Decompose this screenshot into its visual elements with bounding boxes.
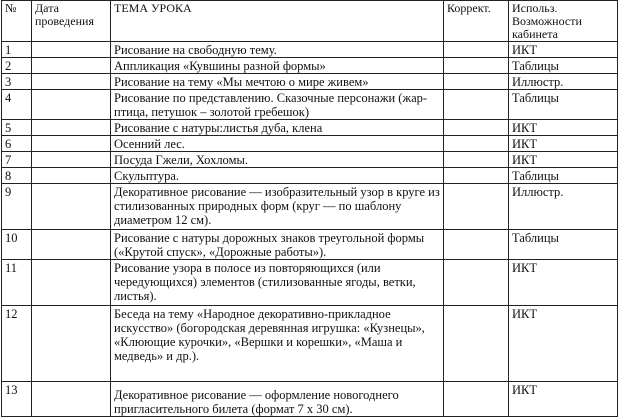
row-date bbox=[32, 90, 111, 120]
header-correction: Коррект. bbox=[444, 1, 509, 42]
row-topic: Беседа на тему «Народное декоративно-прикладное искусство» (богородская деревянная игрушка: «Кузнецы», «Клюющие курочки», «Вершки и корешки», «Маша и медведь» и др.). bbox=[111, 306, 444, 382]
table-row bbox=[2, 74, 618, 90]
row-date bbox=[32, 230, 111, 260]
row-correction bbox=[444, 306, 509, 382]
table-row bbox=[2, 58, 618, 74]
row-correction bbox=[444, 168, 509, 184]
row-topic: Рисование на тему «Мы мечтою о мире живем» bbox=[111, 74, 444, 90]
row-topic: Декоративное рисование — оформление новогоднего пригласительного билета (формат 7 х 30 см). bbox=[111, 382, 444, 417]
row-resource: Таблицы bbox=[509, 168, 618, 184]
row-correction bbox=[444, 382, 509, 417]
header-date: Дата проведения bbox=[32, 1, 111, 42]
row-date bbox=[32, 152, 111, 168]
row-correction bbox=[444, 120, 509, 136]
row-number: 13 bbox=[2, 382, 32, 417]
table-row bbox=[2, 260, 618, 306]
row-date bbox=[32, 306, 111, 382]
header-number: № bbox=[2, 1, 32, 42]
row-topic: Рисование с натуры дорожных знаков треугольной формы («Крутой спуск», «Дорожные работы»). bbox=[111, 230, 444, 260]
row-number: 3 bbox=[2, 74, 32, 90]
row-correction bbox=[444, 184, 509, 230]
row-number: 4 bbox=[2, 90, 32, 120]
row-date bbox=[32, 136, 111, 152]
row-resource: ИКТ bbox=[509, 136, 618, 152]
row-topic: Рисование узора в полосе из повторяющихся (или чередующихся) элементов (стилизованные ягоды, ветки, листья). bbox=[111, 260, 444, 306]
row-topic: Рисование по представлению. Сказочные персонажи (жар-птица, петушок – золотой гребешок) bbox=[111, 90, 444, 120]
row-topic: Скульптура. bbox=[111, 168, 444, 184]
row-resource: Таблицы bbox=[509, 230, 618, 260]
table-row bbox=[2, 168, 618, 184]
row-correction bbox=[444, 230, 509, 260]
row-correction bbox=[444, 58, 509, 74]
table-row bbox=[2, 382, 618, 417]
row-date bbox=[32, 42, 111, 58]
row-date bbox=[32, 260, 111, 306]
row-date bbox=[32, 120, 111, 136]
row-number: 8 bbox=[2, 168, 32, 184]
row-date bbox=[32, 74, 111, 90]
row-resource: ИКТ bbox=[509, 152, 618, 168]
row-date bbox=[32, 168, 111, 184]
table-row bbox=[2, 152, 618, 168]
row-correction bbox=[444, 136, 509, 152]
table-row bbox=[2, 90, 618, 120]
row-number: 1 bbox=[2, 42, 32, 58]
row-topic: Посуда Гжели, Хохломы. bbox=[111, 152, 444, 168]
row-resource: ИКТ bbox=[509, 382, 618, 417]
row-topic: Декоративное рисование — изобразительный узор в круге из стилизованных природных форм (круг — по шаблону диаметром 12 см). bbox=[111, 184, 444, 230]
row-resource: ИКТ bbox=[509, 120, 618, 136]
row-resource: Таблицы bbox=[509, 58, 618, 74]
row-resource: ИКТ bbox=[509, 260, 618, 306]
row-topic: Рисование на свободную тему. bbox=[111, 42, 444, 58]
row-date bbox=[32, 184, 111, 230]
table-row bbox=[2, 306, 618, 382]
row-number: 11 bbox=[2, 260, 32, 306]
table-header-row bbox=[2, 1, 618, 42]
table-row bbox=[2, 120, 618, 136]
row-correction bbox=[444, 74, 509, 90]
row-number: 7 bbox=[2, 152, 32, 168]
row-number: 5 bbox=[2, 120, 32, 136]
row-correction bbox=[444, 260, 509, 306]
table-row bbox=[2, 184, 618, 230]
row-resource: Иллюстр. bbox=[509, 74, 618, 90]
row-number: 2 bbox=[2, 58, 32, 74]
lesson-plan-table bbox=[1, 0, 618, 417]
row-resource: ИКТ bbox=[509, 42, 618, 58]
table-row bbox=[2, 230, 618, 260]
row-resource: Таблицы bbox=[509, 90, 618, 120]
table-row bbox=[2, 42, 618, 58]
row-resource: ИКТ bbox=[509, 306, 618, 382]
row-number: 9 bbox=[2, 184, 32, 230]
header-resources: Использ. Возможности кабинета bbox=[509, 1, 618, 42]
row-date bbox=[32, 58, 111, 74]
row-correction bbox=[444, 152, 509, 168]
row-topic: Аппликация «Кувшины разной формы» bbox=[111, 58, 444, 74]
row-topic: Рисование с натуры:листья дуба, клена bbox=[111, 120, 444, 136]
row-resource: Иллюстр. bbox=[509, 184, 618, 230]
row-number: 10 bbox=[2, 230, 32, 260]
row-topic: Осенний лес. bbox=[111, 136, 444, 152]
row-correction bbox=[444, 90, 509, 120]
row-number: 6 bbox=[2, 136, 32, 152]
table-row bbox=[2, 136, 618, 152]
row-number: 12 bbox=[2, 306, 32, 382]
row-correction bbox=[444, 42, 509, 58]
row-date bbox=[32, 382, 111, 417]
header-topic: ТЕМА УРОКА bbox=[111, 1, 444, 42]
